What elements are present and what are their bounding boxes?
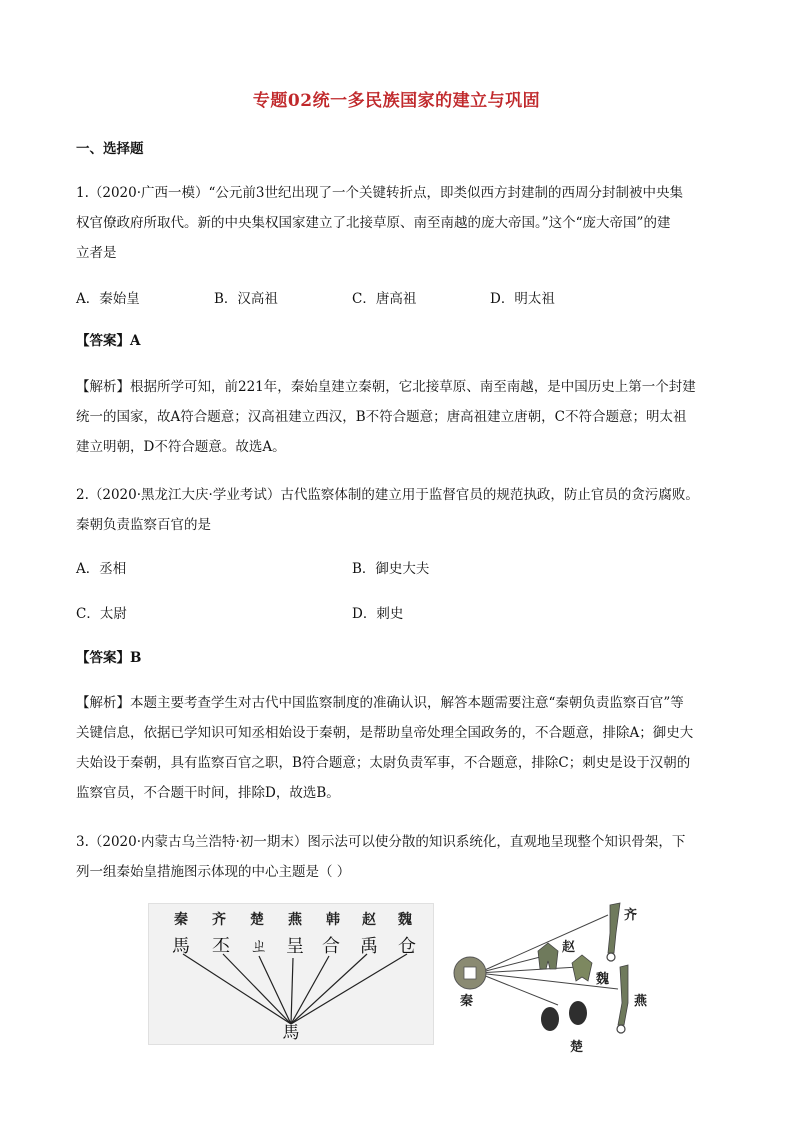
question-2-options-row-2 [76,599,726,629]
ant-nose-coin-icon [541,1001,587,1031]
question-2-analysis [76,688,726,808]
question-2 [76,480,726,540]
option-a: A．丞相 [76,561,127,577]
state-label: 赵 [562,940,576,955]
option-b: B．汉高祖 [214,291,278,307]
state-label: 韩 [326,912,340,928]
analysis-line: 监察官员，不合题干时间，排除D，故选B。 [76,785,340,801]
analysis-line: 建立明朝，D不符合题意。故选A。 [76,439,286,455]
question-1-options [76,284,726,314]
state-label: 燕 [634,994,648,1009]
question-2-options-row-1 [76,554,726,584]
option-b: B．御史大夫 [352,561,430,577]
option-d: D．刺史 [352,606,404,622]
question-3-line: 列一组秦始皇措施图示体现的中心主题是（ ） [76,864,351,880]
question-1-analysis [76,372,726,462]
question-1-line: 权官僚政府所取代。新的中央集权国家建立了北接草原、南至南越的庞大帝国。”这个“庞大帝国”的建 [76,215,671,231]
question-1 [76,178,726,268]
ancient-glyph: 丕 [212,936,230,957]
question-2-answer: 【答案】B [76,650,142,666]
ancient-glyph: 合 [322,936,340,957]
analysis-line: 夫始设于秦朝，具有监察百官之职，B符合题意；太尉负责军事，不合题意，排除C；刺史是设于汉朝的 [76,755,691,771]
option-c: C．唐高祖 [352,291,417,307]
state-label: 秦 [174,912,188,928]
currency-unification-figure [438,893,656,1061]
state-label: 魏 [398,912,412,928]
question-1-line: 立者是 [76,245,117,261]
knife-coin-icon [617,965,628,1033]
state-label: 赵 [362,912,376,928]
analysis-line: 【解析】本题主要考查学生对古代中国监察制度的准确认识，解答本题需要注意“秦朝负责监察百官”等 [76,695,684,711]
state-label: 燕 [288,912,302,928]
question-2-line: 秦朝负责监察百官的是 [76,517,211,533]
question-1-answer: 【答案】A [76,333,141,349]
ancient-glyph: 禹 [360,936,378,957]
state-label: 楚 [250,912,264,928]
qin-coin-icon [454,957,486,989]
state-label: 秦 [460,994,474,1009]
spade-coin-icon [572,955,592,981]
script-unification-figure [148,903,434,1045]
analysis-line: 关键信息，依据已学知识可知丞相始设于秦朝，是帮助皇帝处理全国政务的，不合题意，排除A；御史大 [76,725,694,741]
question-3 [76,827,726,887]
section-heading: 一、选择题 [76,141,144,157]
state-label: 齐 [212,912,226,928]
ancient-glyph: 呈 [286,936,304,957]
state-label: 楚 [570,1040,584,1055]
question-2-line: 2.（2020·黑龙江大庆·学业考试）古代监察体制的建立用于监督官员的规范执政，防止官员的贪污腐败。 [76,487,699,503]
state-label: 齐 [624,908,638,923]
document-title: 专题02统一多民族国家的建立与巩固 [252,91,541,111]
ancient-glyph: ㄓ [250,936,268,957]
unified-glyph: 馬 [282,1023,300,1043]
option-c: C．太尉 [76,606,127,622]
ancient-glyph: 仓 [398,936,416,957]
state-label: 魏 [596,972,610,987]
ancient-glyph: 馬 [172,936,190,957]
knife-coin-icon [607,903,620,961]
question-3-line: 3.（2020·内蒙古乌兰浩特·初一期末）图示法可以使分散的知识系统化，直观地呈现整个知识骨架，下 [76,834,686,850]
analysis-line: 【解析】根据所学可知，前221年，秦始皇建立秦朝，它北接草原、南至南越，是中国历史上第一个封建 [76,379,696,395]
analysis-line: 统一的国家，故A符合题意；汉高祖建立西汉，B不符合题意；唐高祖建立唐朝，C不符合题意；明太祖 [76,409,687,425]
option-d: D．明太祖 [490,291,555,307]
spade-coin-icon [538,943,558,969]
option-a: A．秦始皇 [76,291,140,307]
question-1-line: 1.（2020·广西一模）“公元前3世纪出现了一个关键转折点，即类似西方封建制的西周分封制被中央集 [76,185,684,201]
